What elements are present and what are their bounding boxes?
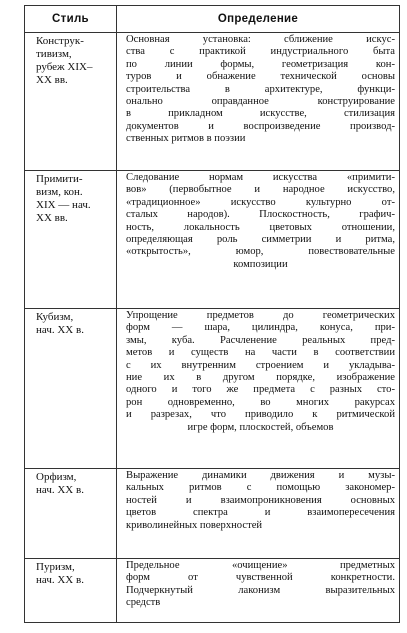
style-name-line: Конструк- — [36, 35, 84, 47]
definition-line: Основная установка: сближение искус- — [126, 34, 395, 45]
definition-cell — [117, 171, 400, 309]
definition-line: документов и воспроизведение производ- — [126, 120, 395, 132]
definition-line: по линии формы, геометризация кон- — [126, 58, 395, 70]
definition-line: форм от чувственной конкретности. — [126, 572, 395, 584]
styles-table — [24, 5, 400, 623]
style-name-cell — [25, 469, 117, 559]
table-row — [25, 559, 400, 623]
style-name-line: нач. XX в. — [36, 483, 84, 496]
definition-line: ства с практикой индустриального быта — [126, 46, 395, 58]
style-name-line: Пуризм, — [36, 561, 75, 573]
definition-line: ность, локальность цветовых отношении, — [126, 221, 395, 233]
style-name-cell — [25, 33, 117, 171]
definition-line: ственных ритмов в поэзии — [126, 133, 246, 145]
style-name-line: тивизм, — [36, 47, 72, 60]
definition-line: сталых народов). Плоскостность, графич- — [126, 209, 395, 221]
style-name-line: нач. XX в. — [36, 573, 84, 586]
style-name-line: XX вв. — [36, 73, 68, 86]
definition-line: рон одновременно, во многих ракурсах — [126, 396, 395, 408]
style-name-line: Примити- — [36, 173, 83, 185]
table-row — [25, 309, 400, 469]
definition-line: с их внутренним строением и укладыва- — [126, 359, 395, 371]
definition-line: Упрощение предметов до геометрических — [126, 310, 395, 321]
table-row — [25, 33, 400, 171]
table-header-row — [25, 6, 400, 33]
table-body — [25, 33, 400, 623]
definition-line: метов и существ на части в соответствии — [126, 347, 395, 359]
style-name-cell — [25, 559, 117, 623]
definition-line: кальных ритмов с помощью закономер- — [126, 482, 395, 494]
definition-line: криволинейных поверхностей — [126, 519, 263, 531]
definition-line: Следование нормам искусства «примити- — [126, 172, 395, 183]
definition-line: вов» (первобытное и народное искусство, — [126, 184, 395, 196]
definition-cell — [117, 469, 400, 559]
definition-line: ностей и взаимопроникновения основных — [126, 494, 395, 506]
definition-line: средств — [126, 597, 161, 609]
definition-cell — [117, 33, 400, 171]
definition-line: «открытость», юмор, повествовательные — [126, 246, 395, 258]
definition-line: и разрезах, что приводило к ритмической — [126, 409, 395, 421]
definition-line: туров и обнажение технической основы — [126, 71, 395, 83]
definition-line: онально оправданное конструирование — [126, 96, 395, 108]
style-name-cell — [25, 171, 117, 309]
header-style: Стиль — [25, 6, 117, 33]
definition-line: одного и того же предмета с разных сто- — [126, 384, 395, 396]
definition-line: ние их в другом порядке, изображение — [126, 372, 395, 384]
style-name-line: нач. XX в. — [36, 323, 84, 336]
definition-line: «традиционное» искусство культурно от- — [126, 196, 395, 208]
definition-cell — [117, 559, 400, 623]
definition-line: форм — шара, цилиндра, конуса, при- — [126, 322, 395, 334]
style-name-cell — [25, 309, 117, 469]
definition-cell — [117, 309, 400, 469]
table-row — [25, 469, 400, 559]
header-definition: Определение — [117, 6, 400, 33]
definition-line: строительства в архитектуре, функци- — [126, 83, 395, 95]
table-row — [25, 171, 400, 309]
style-name-line: XX вв. — [36, 211, 68, 224]
definition-line: композиции — [233, 258, 288, 270]
definition-line: цветов спектра и взаимопересечения — [126, 507, 395, 519]
style-name-line: Кубизм, — [36, 311, 74, 323]
definition-line: Выражение динамики движения и музы- — [126, 470, 395, 481]
definition-line: змы, куба. Расчленение реальных пред- — [126, 334, 395, 346]
definition-line: в прикладном искусстве, стилизация — [126, 108, 395, 120]
definition-line: Предельное «очищение» предметных — [126, 560, 395, 571]
style-name-line: рубеж XIX– — [36, 60, 93, 73]
definition-line: определяющая роль симметрии и ритма, — [126, 234, 395, 246]
definition-line: игре форм, плоскостей, объемов — [187, 421, 334, 433]
definition-line: Подчеркнутый лаконизм выразительных — [126, 584, 395, 596]
style-name-line: Орфизм, — [36, 471, 77, 483]
style-name-line: XIX — нач. — [36, 198, 91, 211]
style-name-line: визм, кон. — [36, 185, 83, 198]
